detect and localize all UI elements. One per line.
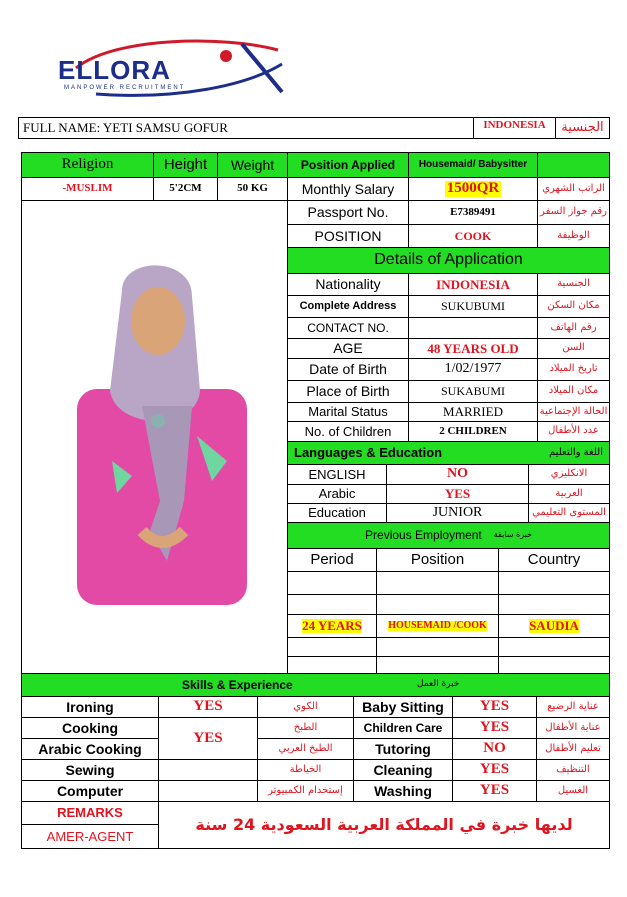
logo-tagline: MANPOWER RECRUITMENT <box>64 85 186 91</box>
remarks-label: REMARKS <box>21 801 159 825</box>
emp-blank-3c <box>498 637 610 657</box>
candidate-photo-icon <box>22 201 287 673</box>
address-ar: مكان السكن <box>537 295 610 318</box>
salary-value: 1500QR <box>446 180 500 197</box>
skill-washing-ar: الغسيل <box>536 780 610 802</box>
skill-cooking-group-value: YES <box>158 717 258 760</box>
salary-ar: الراتب الشهري <box>537 177 610 201</box>
skill-cooking-label: Cooking <box>21 717 159 739</box>
skills-title: Skills & Experience <box>182 677 293 692</box>
nationality-value: INDONESIA <box>408 273 538 296</box>
full-name-label: FULL NAME: YETI SAMSU GOFUR <box>23 120 228 136</box>
age-ar: السن <box>537 338 610 359</box>
position-ar: الوظيفة <box>537 224 610 248</box>
address-label: Complete Address <box>287 295 409 318</box>
skill-arabic-cooking-label: Arabic Cooking <box>21 738 159 760</box>
skills-title-ar: خبرة العمل <box>417 679 460 690</box>
logo-brand-text: ELLORA <box>58 55 171 85</box>
skill-ironing-value: YES <box>158 696 258 718</box>
remarks-text: لديها خبرة في المملكة العربية السعودية 24 سنة <box>158 801 610 849</box>
skill-ironing-label: Ironing <box>21 696 159 718</box>
emp-period-cell <box>287 614 377 638</box>
education-ar: المستوى التعليمي <box>528 503 610 523</box>
english-label: ENGLISH <box>287 464 387 485</box>
skill-sewing-ar: الخياطة <box>257 759 354 781</box>
age-value: 48 YEARS OLD <box>408 338 538 359</box>
weight-value: 50 KG <box>217 177 288 201</box>
dob-ar: تاريخ الميلاد <box>537 358 610 381</box>
emp-blank-2b <box>376 594 499 615</box>
skill-tutoring-label: Tutoring <box>353 738 453 760</box>
skill-cleaning-value: YES <box>452 759 537 781</box>
children-value: 2 CHILDREN <box>408 421 538 442</box>
position-applied-value: Housemaid/ Babysitter <box>408 152 538 178</box>
religion-value: -MUSLIM <box>21 177 154 201</box>
pob-value: SUKABUMI <box>408 380 538 403</box>
pob-ar: مكان الميلاد <box>537 380 610 403</box>
skill-cooking-ar: الطبخ <box>257 717 354 739</box>
emp-blank-2c <box>498 594 610 615</box>
passport-value: E7389491 <box>408 200 538 225</box>
skill-cleaning-label: Cleaning <box>353 759 453 781</box>
emp-blank-4c <box>498 656 610 674</box>
children-ar: عدد الأطفال <box>537 421 610 442</box>
salary-label: Monthly Salary <box>287 177 409 201</box>
skill-cleaning-ar: التنظيف <box>536 759 610 781</box>
skill-computer-value <box>158 780 258 802</box>
emp-header-period: Period <box>287 548 377 572</box>
position-value: COOK <box>408 224 538 248</box>
skill-sewing-label: Sewing <box>21 759 159 781</box>
skill-tutoring-value: NO <box>452 738 537 760</box>
languages-title-ar: اللغة والتعليم <box>549 446 603 458</box>
skill-babysitting-label: Baby Sitting <box>353 696 453 718</box>
dob-value: 1/02/1977 <box>408 358 538 381</box>
skill-childcare-ar: عناية الأطفال <box>536 717 610 739</box>
height-label: Height <box>153 152 218 178</box>
skill-arabic-cooking-ar: الطبخ العربي <box>257 738 354 760</box>
skills-title-cell <box>21 673 610 697</box>
emp-header-position: Position <box>376 548 499 572</box>
position-applied-blank <box>537 152 610 178</box>
skill-tutoring-ar: تعليم الأطفال <box>536 738 610 760</box>
emp-position-cell <box>376 614 499 638</box>
emp-blank-1b <box>376 571 499 595</box>
header-nationality-ar: الجنسية <box>555 117 610 139</box>
skill-ironing-ar: الكوي <box>257 696 354 718</box>
english-value: NO <box>386 464 529 485</box>
employment-title-cell <box>287 522 610 549</box>
education-value: JUNIOR <box>386 503 529 523</box>
marital-label: Marital Status <box>287 402 409 422</box>
languages-title-cell <box>287 441 610 465</box>
weight-label: Weight <box>217 152 288 178</box>
emp-blank-4a <box>287 656 377 674</box>
company-logo <box>56 38 288 100</box>
header-nationality-value: INDONESIA <box>473 117 556 139</box>
skill-childcare-value: YES <box>452 717 537 739</box>
emp-blank-2a <box>287 594 377 615</box>
nationality-label: Nationality <box>287 273 409 296</box>
contact-label: CONTACT NO. <box>287 317 409 339</box>
passport-label: Passport No. <box>287 200 409 225</box>
dob-label: Date of Birth <box>287 358 409 381</box>
religion-label: Religion <box>21 152 154 178</box>
employment-title: Previous Employment <box>365 528 482 543</box>
emp-blank-1c <box>498 571 610 595</box>
skill-childcare-label: Children Care <box>353 717 453 739</box>
skill-babysitting-value: YES <box>452 696 537 718</box>
languages-title: Languages & Education <box>294 445 443 461</box>
position-label: POSITION <box>287 224 409 248</box>
age-label: AGE <box>287 338 409 359</box>
english-ar: الانكليزي <box>528 464 610 485</box>
full-name-cell <box>18 117 474 139</box>
skill-babysitting-ar: عناية الرضيع <box>536 696 610 718</box>
passport-ar: رقم جواز السفر <box>537 200 610 225</box>
contact-value <box>408 317 538 339</box>
address-value: SUKUBUMI <box>408 295 538 318</box>
skill-washing-value: YES <box>452 780 537 802</box>
children-label: No. of Children <box>287 421 409 442</box>
photo-frame <box>21 200 288 674</box>
emp-country-cell <box>498 614 610 638</box>
education-label: Education <box>287 503 387 523</box>
skill-washing-label: Washing <box>353 780 453 802</box>
arabic-value: YES <box>386 484 529 504</box>
nationality-ar: الجنسية <box>537 273 610 296</box>
emp-blank-3b <box>376 637 499 657</box>
marital-ar: الحالة الإجتماعية <box>537 402 610 422</box>
arabic-label: Arabic <box>287 484 387 504</box>
marital-value: MARRIED <box>408 402 538 422</box>
skill-computer-label: Computer <box>21 780 159 802</box>
height-value: 5'2CM <box>153 177 218 201</box>
skill-sewing-value <box>158 759 258 781</box>
emp-blank-4b <box>376 656 499 674</box>
emp-position: HOUSEMAID /COOK <box>388 619 487 631</box>
emp-header-country: Country <box>498 548 610 572</box>
contact-ar: رقم الهاتف <box>537 317 610 339</box>
emp-blank-1a <box>287 571 377 595</box>
emp-blank-3a <box>287 637 377 657</box>
skill-computer-ar: إستخدام الكمبيوتر <box>257 780 354 802</box>
details-title: Details of Application <box>287 247 610 274</box>
employment-title-ar: خبرة سابقة <box>493 530 532 540</box>
pob-label: Place of Birth <box>287 380 409 403</box>
position-applied-label: Position Applied <box>287 152 409 178</box>
remarks-agent: AMER-AGENT <box>21 824 159 849</box>
arabic-ar: العربية <box>528 484 610 504</box>
emp-period: 24 YEARS <box>302 618 362 634</box>
emp-country: SAUDIA <box>529 618 579 634</box>
salary-value-cell <box>408 177 538 201</box>
